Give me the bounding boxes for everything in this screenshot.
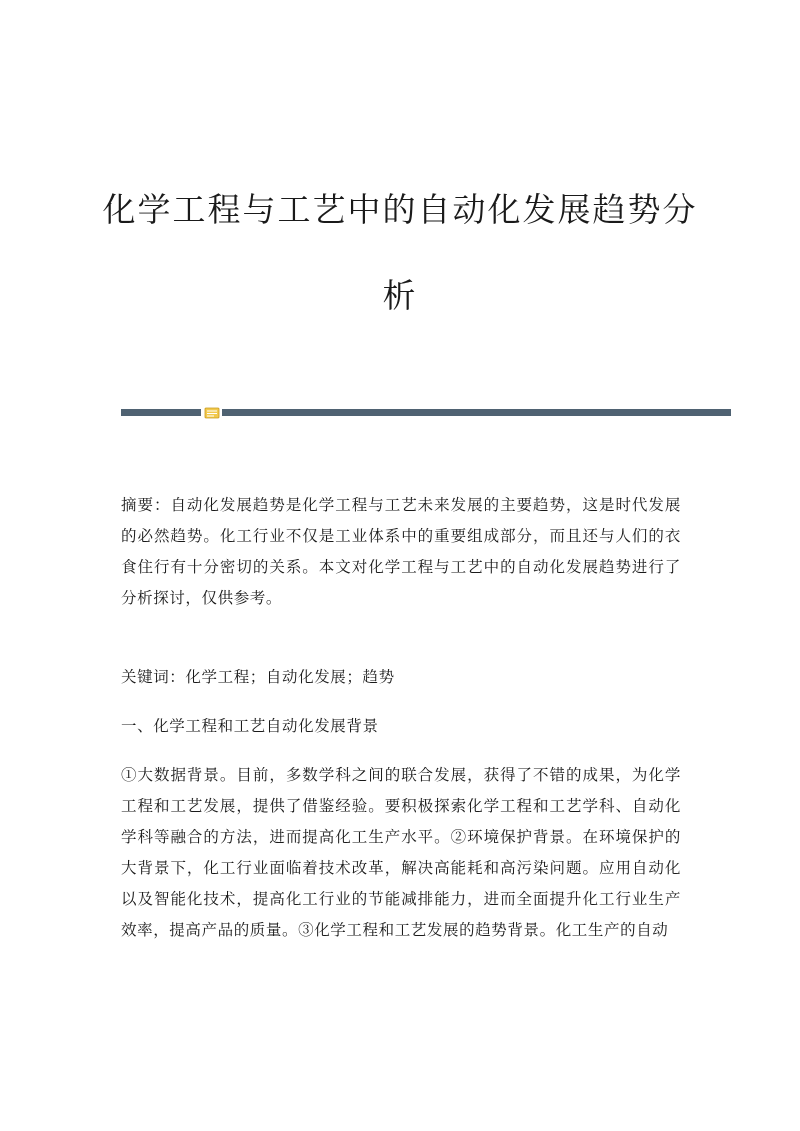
book-icon <box>204 406 220 419</box>
keywords-line: 关键词：化学工程；自动化发展；趋势 <box>121 668 395 686</box>
section-heading-1: 一、化学工程和工艺自动化发展背景 <box>121 717 379 735</box>
page-title-line-2: 析 <box>382 276 418 315</box>
section-1-paragraph: ①大数据背景。目前，多数学科之间的联合发展，获得了不错的成果，为化学工程和工艺发展，提供了借鉴经验。要积极探索化学工程和工艺学科、自动化学科等融合的方法，进而提高化工生产水平。②环境保护背景。在环境保护的大背景下，化工行业面临着技术改革，解决高能耗和高污染问题。应用自动化以及智能化技术，提高化工行业的节能减排能力，进而全面提升化工行业生产效率，提高产品的质量。③化学工程和工艺发展的趋势背景。化工生产的自动 <box>121 766 681 939</box>
title-divider-left <box>121 409 201 416</box>
abstract-paragraph: 摘要：自动化发展趋势是化学工程与工艺未来发展的主要趋势，这是时代发展的必然趋势。化工行业不仅是工业体系中的重要组成部分，而且还与人们的衣食住行有十分密切的关系。本文对化学工程与工艺中的自动化发展趋势进行了分析探讨，仅供参考。 <box>121 496 681 607</box>
title-divider-right <box>222 409 731 416</box>
page-title-line-1: 化学工程与工艺中的自动化发展趋势分 <box>102 190 698 229</box>
